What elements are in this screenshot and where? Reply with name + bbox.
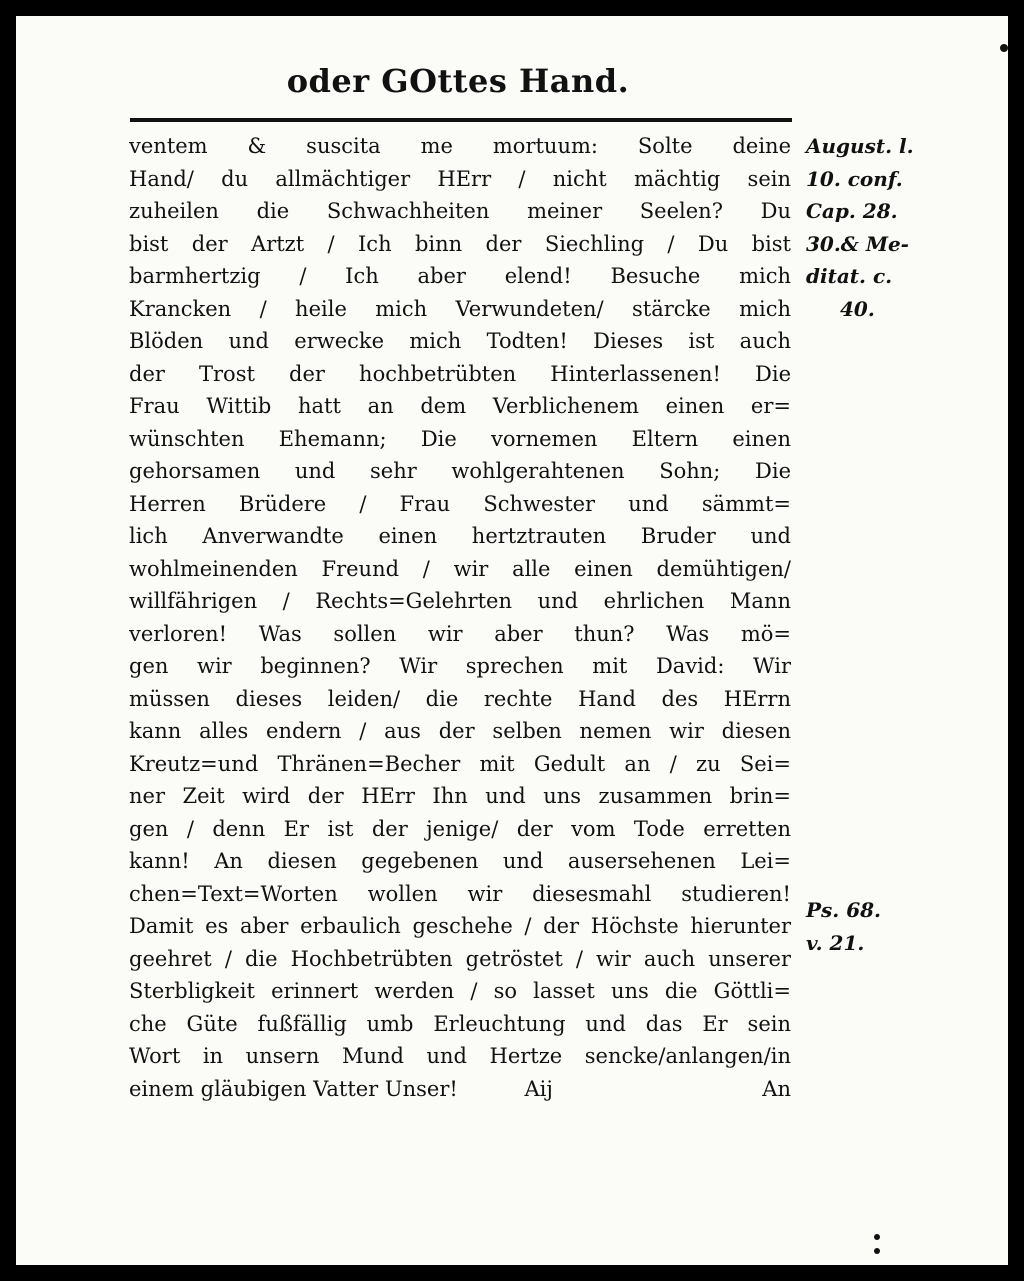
text-line: che Güte fußfällig umb Erleuchtung und das Er sein xyxy=(129,1011,791,1036)
body-text xyxy=(129,130,791,1105)
text-line: ner Zeit wird der HErr Ihn und uns zusammen brin= xyxy=(129,784,791,808)
text-line: der Trost der hochbetrübten Hinterlassenen! Die xyxy=(129,361,791,386)
scan-speck xyxy=(874,1248,880,1254)
text-line: Wort in unsern Mund und Hertze sencke/anlangen/in xyxy=(129,1044,791,1068)
text-line: geehret / die Hochbetrübten getröstet / wir auch unserer xyxy=(129,946,791,971)
marginal-note-psalm xyxy=(806,894,881,959)
text-line: Herren Brüdere / Frau Schwester und sämmt= xyxy=(129,491,791,516)
marginal-note-augustine xyxy=(806,130,914,325)
text-line: Krancken / heile mich Verwundeten/ stärcke mich xyxy=(129,296,791,321)
text-line: gehorsamen und sehr wohlgerahtenen Sohn; Die xyxy=(129,459,791,483)
marginal-note-line: 10. conf. xyxy=(806,166,903,191)
header-rule xyxy=(130,118,792,122)
text-line: ventem & suscita me mortuum: Solte deine xyxy=(129,134,791,158)
text-line: Damit es aber erbaulich geschehe / der Höchste hierunter xyxy=(129,914,791,938)
text-line: zuheilen die Schwachheiten meiner Seelen? Du xyxy=(129,199,791,223)
text-line: Frau Wittib hatt an dem Verblichenem einen er= xyxy=(129,394,791,418)
scan-speck xyxy=(874,1234,880,1240)
text-line: bist der Artzt / Ich binn der Siechling / Du bist xyxy=(129,231,791,256)
text-line: Sterbligkeit erinnert werden / so lasset uns die Göttli= xyxy=(129,979,791,1003)
marginal-note-line: 30.& Me- xyxy=(806,231,909,256)
marginal-note-line: Cap. 28. xyxy=(806,199,898,223)
text-line: chen=Text=Worten wollen wir diesesmahl studieren! xyxy=(129,881,791,906)
marginal-note-line: Ps. 68. xyxy=(806,898,882,922)
text-line: kann alles endern / aus der selben nemen wir diesen xyxy=(129,719,791,743)
text-line: müssen dieses leiden/ die rechte Hand des HErrn xyxy=(129,686,791,711)
text-line: barmhertzig / Ich aber elend! Besuche mich xyxy=(129,264,791,288)
text-line: verloren! Was sollen wir aber thun? Was mö= xyxy=(129,621,791,646)
text-line: Kreutz=und Thränen=Becher mit Gedult an / zu Sei= xyxy=(129,751,791,776)
marginal-note-line: 40. xyxy=(840,296,875,321)
final-line-text: einem gläubigen Vatter Unser! xyxy=(129,1076,458,1101)
marginal-note-line: August. l. xyxy=(806,134,914,158)
text-line: lich Anverwandte einen hertztrauten Bruder und xyxy=(129,524,791,548)
text-line: Hand/ du allmächtiger HErr / nicht mächtig sein xyxy=(129,166,791,191)
marginal-note-line: v. 21. xyxy=(806,930,865,955)
running-head: oder GOttes Hand. xyxy=(286,62,630,100)
signature-mark: Aij xyxy=(524,1076,553,1101)
text-line: wohlmeinenden Freund / wir alle einen demühtigen/ xyxy=(129,556,791,581)
text-line: wünschten Ehemann; Die vornemen Eltern einen xyxy=(129,426,791,451)
marginal-note-line: ditat. c. xyxy=(806,264,893,288)
final-line xyxy=(129,1073,791,1106)
text-line: Blöden und erwecke mich Todten! Dieses ist auch xyxy=(129,329,791,353)
text-line: willfährigen / Rechts=Gelehrten und ehrlichen Mann xyxy=(129,589,791,613)
catchword: An xyxy=(762,1076,791,1101)
text-line: gen wir beginnen? Wir sprechen mit David: Wir xyxy=(129,654,791,678)
text-line: gen / denn Er ist der jenige/ der vom Tode erretten xyxy=(129,816,791,841)
text-line: kann! An diesen gegebenen und ausersehenen Lei= xyxy=(129,849,791,873)
scan-speck xyxy=(1000,44,1008,52)
